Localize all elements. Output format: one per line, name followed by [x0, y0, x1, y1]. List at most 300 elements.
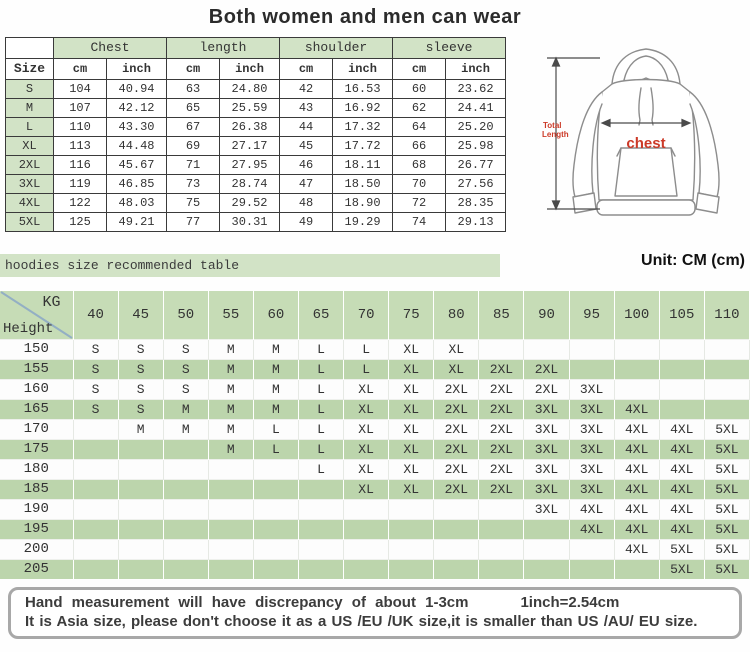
- recommend-size-cell: [389, 520, 434, 540]
- recommend-size-cell: 4XL: [614, 500, 659, 520]
- recommend-size-cell: XL: [389, 400, 434, 420]
- recommend-size-cell: M: [208, 400, 253, 420]
- recommend-row: [0, 460, 750, 480]
- weight-column-header: 80: [434, 291, 479, 340]
- recommend-size-cell: 2XL: [479, 420, 524, 440]
- recommend-size-cell: 4XL: [614, 420, 659, 440]
- recommend-size-cell: 5XL: [704, 540, 749, 560]
- weight-column-header: 100: [614, 291, 659, 340]
- measurement-cell: 71: [167, 156, 220, 175]
- sleeve-group-header: sleeve: [393, 38, 506, 59]
- recommend-size-cell: 3XL: [524, 500, 569, 520]
- recommend-size-cell: S: [163, 340, 208, 360]
- size-label-cell: 4XL: [6, 194, 54, 213]
- recommend-size-cell: XL: [389, 360, 434, 380]
- recommend-size-cell: 3XL: [569, 460, 614, 480]
- recommend-size-cell: [479, 340, 524, 360]
- recommend-size-cell: 4XL: [659, 460, 704, 480]
- measurement-cell: 125: [54, 213, 107, 232]
- recommend-size-cell: 3XL: [569, 400, 614, 420]
- recommend-size-cell: 2XL: [434, 480, 479, 500]
- recommend-size-cell: [73, 420, 118, 440]
- recommend-size-cell: M: [208, 380, 253, 400]
- recommend-size-cell: 4XL: [614, 400, 659, 420]
- measurement-cell: 113: [54, 137, 107, 156]
- recommend-size-cell: [298, 560, 343, 580]
- height-label-cell: 170: [0, 420, 73, 440]
- recommend-size-cell: M: [208, 340, 253, 360]
- recommend-size-cell: 2XL: [479, 360, 524, 380]
- recommend-size-cell: [704, 340, 749, 360]
- recommend-size-cell: [163, 480, 208, 500]
- measurement-cell: 25.59: [220, 99, 280, 118]
- recommend-size-cell: [163, 460, 208, 480]
- recommend-size-cell: L: [253, 420, 298, 440]
- unit-sub-header: inch: [446, 59, 506, 80]
- recommend-size-cell: XL: [389, 440, 434, 460]
- recommend-size-cell: 2XL: [479, 480, 524, 500]
- size-corner-blank: [6, 38, 54, 59]
- recommend-size-cell: 2XL: [524, 360, 569, 380]
- recommend-size-cell: 4XL: [614, 460, 659, 480]
- recommend-row: [0, 400, 750, 420]
- recommend-size-cell: L: [298, 400, 343, 420]
- height-label-cell: 190: [0, 500, 73, 520]
- footer-note-box: [8, 587, 742, 639]
- height-label-cell: 175: [0, 440, 73, 460]
- weight-column-header: 75: [389, 291, 434, 340]
- measurement-cell: 110: [54, 118, 107, 137]
- unit-sub-header: inch: [220, 59, 280, 80]
- weight-column-header: 60: [253, 291, 298, 340]
- recommend-size-cell: [163, 540, 208, 560]
- recommend-size-cell: [73, 460, 118, 480]
- recommend-size-cell: 5XL: [704, 460, 749, 480]
- recommend-row: [0, 500, 750, 520]
- recommend-size-cell: [73, 520, 118, 540]
- recommend-size-cell: 5XL: [659, 560, 704, 580]
- size-label-cell: XL: [6, 137, 54, 156]
- measurement-cell: 24.80: [220, 80, 280, 99]
- weight-column-header: 90: [524, 291, 569, 340]
- pocket: [615, 148, 677, 196]
- recommend-size-cell: [704, 380, 749, 400]
- recommend-size-cell: S: [163, 380, 208, 400]
- recommend-size-cell: 4XL: [569, 500, 614, 520]
- measurement-cell: 16.92: [333, 99, 393, 118]
- measurement-cell: 19.29: [333, 213, 393, 232]
- height-label-cell: 180: [0, 460, 73, 480]
- recommend-size-cell: 2XL: [479, 400, 524, 420]
- recommend-size-cell: XL: [344, 400, 389, 420]
- recommend-size-cell: 4XL: [659, 440, 704, 460]
- recommend-size-cell: [569, 540, 614, 560]
- recommend-size-cell: M: [163, 420, 208, 440]
- inch-conversion: 1inch=2.54cm: [520, 594, 620, 611]
- measurement-cell: 47: [280, 175, 333, 194]
- weight-column-header: 40: [73, 291, 118, 340]
- recommend-row: [0, 380, 750, 400]
- recommend-size-cell: XL: [344, 440, 389, 460]
- recommend-size-cell: 5XL: [704, 420, 749, 440]
- recommend-size-cell: L: [344, 360, 389, 380]
- recommend-size-cell: [208, 560, 253, 580]
- recommend-size-cell: 3XL: [524, 400, 569, 420]
- recommend-size-cell: XL: [344, 460, 389, 480]
- recommend-size-cell: 2XL: [479, 440, 524, 460]
- recommend-size-cell: [298, 480, 343, 500]
- recommend-size-cell: 3XL: [569, 420, 614, 440]
- measurement-cell: 25.20: [446, 118, 506, 137]
- recommend-size-cell: [344, 520, 389, 540]
- recommend-size-cell: [163, 520, 208, 540]
- unit-sub-header: cm: [280, 59, 333, 80]
- recommend-size-cell: 4XL: [614, 520, 659, 540]
- recommend-size-cell: [344, 540, 389, 560]
- recommend-size-cell: 5XL: [704, 560, 749, 580]
- recommend-size-cell: [614, 340, 659, 360]
- recommend-size-cell: [569, 560, 614, 580]
- measurement-cell: 72: [393, 194, 446, 213]
- measurement-cell: 73: [167, 175, 220, 194]
- length-group-header: length: [167, 38, 280, 59]
- shoulder-group-header: shoulder: [280, 38, 393, 59]
- unit-sub-header: cm: [54, 59, 107, 80]
- recommend-size-cell: [73, 500, 118, 520]
- recommend-size-cell: [73, 560, 118, 580]
- recommend-size-cell: [569, 360, 614, 380]
- measurement-cell: 45: [280, 137, 333, 156]
- recommend-size-cell: L: [298, 380, 343, 400]
- recommend-size-cell: [659, 360, 704, 380]
- recommend-size-cell: [344, 500, 389, 520]
- recommend-size-cell: 2XL: [434, 400, 479, 420]
- recommend-size-cell: 2XL: [479, 380, 524, 400]
- height-label-cell: 160: [0, 380, 73, 400]
- recommend-size-cell: 4XL: [614, 540, 659, 560]
- recommend-size-cell: [118, 540, 163, 560]
- measurement-cell: 69: [167, 137, 220, 156]
- recommend-size-cell: 4XL: [614, 480, 659, 500]
- recommend-size-cell: 2XL: [434, 420, 479, 440]
- weight-column-header: 50: [163, 291, 208, 340]
- recommend-size-cell: [298, 500, 343, 520]
- recommend-size-cell: [479, 540, 524, 560]
- measurement-cell: 25.98: [446, 137, 506, 156]
- hem-band: [597, 200, 695, 215]
- recommend-size-cell: [344, 560, 389, 580]
- recommend-size-cell: [118, 520, 163, 540]
- recommend-size-cell: L: [298, 440, 343, 460]
- right-cuff: [696, 193, 719, 213]
- measurement-cell: 44: [280, 118, 333, 137]
- measurement-cell: 74: [393, 213, 446, 232]
- measurement-cell: 49: [280, 213, 333, 232]
- unit-sub-header: inch: [107, 59, 167, 80]
- size-label-cell: 3XL: [6, 175, 54, 194]
- recommend-size-cell: [524, 560, 569, 580]
- recommend-size-cell: 5XL: [704, 480, 749, 500]
- recommend-size-cell: [118, 460, 163, 480]
- size-column-header: Size: [6, 59, 54, 80]
- recommend-size-cell: 4XL: [659, 480, 704, 500]
- measurement-cell: 27.56: [446, 175, 506, 194]
- measurement-cell: 77: [167, 213, 220, 232]
- measurement-cell: 26.77: [446, 156, 506, 175]
- chest-label: chest: [626, 135, 666, 152]
- recommend-size-cell: L: [298, 420, 343, 440]
- recommend-size-cell: [118, 480, 163, 500]
- measurement-cell: 67: [167, 118, 220, 137]
- recommend-size-cell: XL: [434, 360, 479, 380]
- weight-column-header: 70: [344, 291, 389, 340]
- recommend-table: [0, 291, 750, 579]
- recommend-size-cell: L: [298, 360, 343, 380]
- recommend-size-cell: [614, 560, 659, 580]
- measurement-cell: 18.50: [333, 175, 393, 194]
- chest-group-header: Chest: [54, 38, 167, 59]
- measurement-cell: 28.35: [446, 194, 506, 213]
- total-length-label: Total Length: [542, 121, 569, 139]
- measurement-cell: 43: [280, 99, 333, 118]
- recommend-size-cell: [479, 520, 524, 540]
- measurement-cell: 62: [393, 99, 446, 118]
- recommend-size-cell: [208, 520, 253, 540]
- recommend-row: [0, 420, 750, 440]
- size-chart-row: [6, 118, 506, 137]
- measurement-cell: 23.62: [446, 80, 506, 99]
- kg-height-corner-cell: [0, 291, 73, 340]
- recommend-size-cell: S: [118, 400, 163, 420]
- recommend-size-cell: [479, 500, 524, 520]
- unit-sub-header: cm: [167, 59, 220, 80]
- recommend-size-cell: [659, 400, 704, 420]
- recommend-size-cell: [704, 400, 749, 420]
- page-title: Both women and men can wear: [208, 6, 522, 28]
- recommend-size-cell: [118, 440, 163, 460]
- recommend-size-cell: 4XL: [659, 500, 704, 520]
- size-label-cell: 2XL: [6, 156, 54, 175]
- recommend-size-cell: 3XL: [524, 480, 569, 500]
- recommend-size-cell: [524, 520, 569, 540]
- recommend-size-cell: [434, 540, 479, 560]
- recommend-size-cell: S: [118, 380, 163, 400]
- measurement-cell: 60: [393, 80, 446, 99]
- recommend-size-cell: L: [298, 460, 343, 480]
- recommend-size-cell: 2XL: [434, 460, 479, 480]
- recommend-size-cell: 2XL: [524, 380, 569, 400]
- recommend-size-cell: [163, 440, 208, 460]
- measurement-cell: 46: [280, 156, 333, 175]
- size-chart-row: [6, 175, 506, 194]
- recommend-size-cell: [73, 480, 118, 500]
- measurement-cell: 17.72: [333, 137, 393, 156]
- recommend-title-bar: hoodies size recommended table: [0, 254, 500, 277]
- weight-column-header: 110: [704, 291, 749, 340]
- size-chart-row: [6, 137, 506, 156]
- recommend-size-cell: 2XL: [434, 440, 479, 460]
- measurement-cell: 44.48: [107, 137, 167, 156]
- recommend-size-cell: XL: [389, 480, 434, 500]
- recommend-size-cell: [163, 500, 208, 520]
- recommend-size-cell: XL: [389, 460, 434, 480]
- recommend-row: [0, 480, 750, 500]
- recommend-size-cell: [253, 520, 298, 540]
- recommend-size-cell: 4XL: [659, 420, 704, 440]
- recommend-size-cell: [253, 540, 298, 560]
- size-label-cell: 5XL: [6, 213, 54, 232]
- recommend-size-cell: [434, 500, 479, 520]
- measurement-cell: 27.95: [220, 156, 280, 175]
- left-cuff: [573, 193, 596, 213]
- recommend-row: [0, 440, 750, 460]
- size-chart-table: [5, 37, 506, 232]
- unit-sub-header: cm: [393, 59, 446, 80]
- measurement-cell: 64: [393, 118, 446, 137]
- size-chart-row: [6, 99, 506, 118]
- measurement-cell: 29.13: [446, 213, 506, 232]
- measurement-cell: 107: [54, 99, 107, 118]
- size-chart-row: [6, 156, 506, 175]
- recommend-size-cell: S: [73, 380, 118, 400]
- size-chart-row: [6, 194, 506, 213]
- recommend-size-cell: XL: [389, 420, 434, 440]
- recommend-size-cell: [73, 440, 118, 460]
- height-label-cell: 150: [0, 340, 73, 360]
- recommend-size-cell: 5XL: [704, 440, 749, 460]
- recommend-size-cell: [434, 520, 479, 540]
- measurement-cell: 17.32: [333, 118, 393, 137]
- recommend-size-cell: 5XL: [704, 520, 749, 540]
- measurement-cell: 18.11: [333, 156, 393, 175]
- unit-label: Unit: CM (cm): [641, 252, 745, 269]
- recommend-size-cell: [659, 340, 704, 360]
- measurement-cell: 68: [393, 156, 446, 175]
- weight-column-header: 95: [569, 291, 614, 340]
- height-label-cell: 205: [0, 560, 73, 580]
- recommend-size-cell: 2XL: [434, 380, 479, 400]
- recommend-size-cell: [253, 500, 298, 520]
- recommend-size-cell: [704, 360, 749, 380]
- recommend-size-cell: [389, 560, 434, 580]
- measurement-cell: 48: [280, 194, 333, 213]
- recommend-row: [0, 340, 750, 360]
- recommend-size-cell: 4XL: [569, 520, 614, 540]
- recommend-size-cell: M: [253, 360, 298, 380]
- measurement-cell: 49.21: [107, 213, 167, 232]
- footer-line1: [25, 594, 725, 611]
- corner-kg-label: KG: [42, 294, 61, 311]
- recommend-size-cell: [253, 460, 298, 480]
- recommend-size-cell: [208, 460, 253, 480]
- height-label-cell: 165: [0, 400, 73, 420]
- recommend-size-cell: 3XL: [524, 460, 569, 480]
- recommend-size-cell: L: [253, 440, 298, 460]
- recommend-size-cell: M: [208, 420, 253, 440]
- recommend-size-cell: XL: [344, 420, 389, 440]
- recommend-size-cell: L: [298, 340, 343, 360]
- recommend-size-cell: [73, 540, 118, 560]
- recommend-size-cell: [208, 480, 253, 500]
- recommend-size-cell: 3XL: [569, 380, 614, 400]
- weight-column-header: 105: [659, 291, 704, 340]
- measurement-cell: 29.52: [220, 194, 280, 213]
- height-label-cell: 155: [0, 360, 73, 380]
- recommend-size-cell: XL: [389, 380, 434, 400]
- recommend-size-cell: [389, 500, 434, 520]
- recommend-size-cell: [298, 520, 343, 540]
- recommend-size-cell: [614, 360, 659, 380]
- recommend-size-cell: [524, 340, 569, 360]
- weight-column-header: 55: [208, 291, 253, 340]
- recommend-size-cell: [614, 380, 659, 400]
- measurement-cell: 66: [393, 137, 446, 156]
- recommend-row: [0, 540, 750, 560]
- measurement-cell: 28.74: [220, 175, 280, 194]
- recommend-size-cell: XL: [434, 340, 479, 360]
- recommend-size-cell: [659, 380, 704, 400]
- size-label-cell: S: [6, 80, 54, 99]
- recommend-size-cell: M: [253, 340, 298, 360]
- measurement-cell: 70: [393, 175, 446, 194]
- recommend-row: [0, 560, 750, 580]
- recommend-size-cell: [389, 540, 434, 560]
- size-chart-row: [6, 80, 506, 99]
- size-label-cell: M: [6, 99, 54, 118]
- recommend-size-cell: S: [118, 340, 163, 360]
- recommend-size-cell: M: [208, 440, 253, 460]
- measurement-cell: 65: [167, 99, 220, 118]
- measurement-cell: 16.53: [333, 80, 393, 99]
- recommend-size-cell: M: [118, 420, 163, 440]
- recommend-size-cell: [524, 540, 569, 560]
- weight-column-header: 45: [118, 291, 163, 340]
- recommend-size-cell: [163, 560, 208, 580]
- hoodie-diagram: [542, 28, 750, 238]
- recommend-size-cell: M: [208, 360, 253, 380]
- unit-sub-header: inch: [333, 59, 393, 80]
- recommend-size-cell: [434, 560, 479, 580]
- recommend-size-cell: M: [253, 380, 298, 400]
- recommend-size-cell: [253, 480, 298, 500]
- recommend-row: [0, 360, 750, 380]
- recommend-size-cell: 3XL: [524, 420, 569, 440]
- size-chart-row: [6, 213, 506, 232]
- footer-line2: It is Asia size, please don't choose it as a US /EU /UK size,it is smaller than US /AU/ EU size.: [25, 613, 698, 630]
- recommend-size-cell: [253, 560, 298, 580]
- recommend-size-cell: S: [73, 400, 118, 420]
- measurement-cell: 42.12: [107, 99, 167, 118]
- measurement-cell: 40.94: [107, 80, 167, 99]
- recommend-size-cell: S: [73, 360, 118, 380]
- recommend-size-cell: 3XL: [569, 480, 614, 500]
- weight-column-header: 65: [298, 291, 343, 340]
- weight-column-header: 85: [479, 291, 524, 340]
- measurement-note: Hand measurement will have discrepancy of about 1-3cm: [25, 594, 469, 611]
- recommend-size-cell: XL: [344, 380, 389, 400]
- recommend-size-cell: M: [163, 400, 208, 420]
- recommend-size-cell: 2XL: [479, 460, 524, 480]
- corner-height-label: Height: [3, 321, 54, 337]
- size-label-cell: L: [6, 118, 54, 137]
- recommend-size-cell: XL: [344, 480, 389, 500]
- recommend-size-cell: [298, 540, 343, 560]
- recommend-size-cell: L: [344, 340, 389, 360]
- measurement-cell: 63: [167, 80, 220, 99]
- measurement-cell: 122: [54, 194, 107, 213]
- recommend-size-cell: 5XL: [704, 500, 749, 520]
- recommend-size-cell: S: [73, 340, 118, 360]
